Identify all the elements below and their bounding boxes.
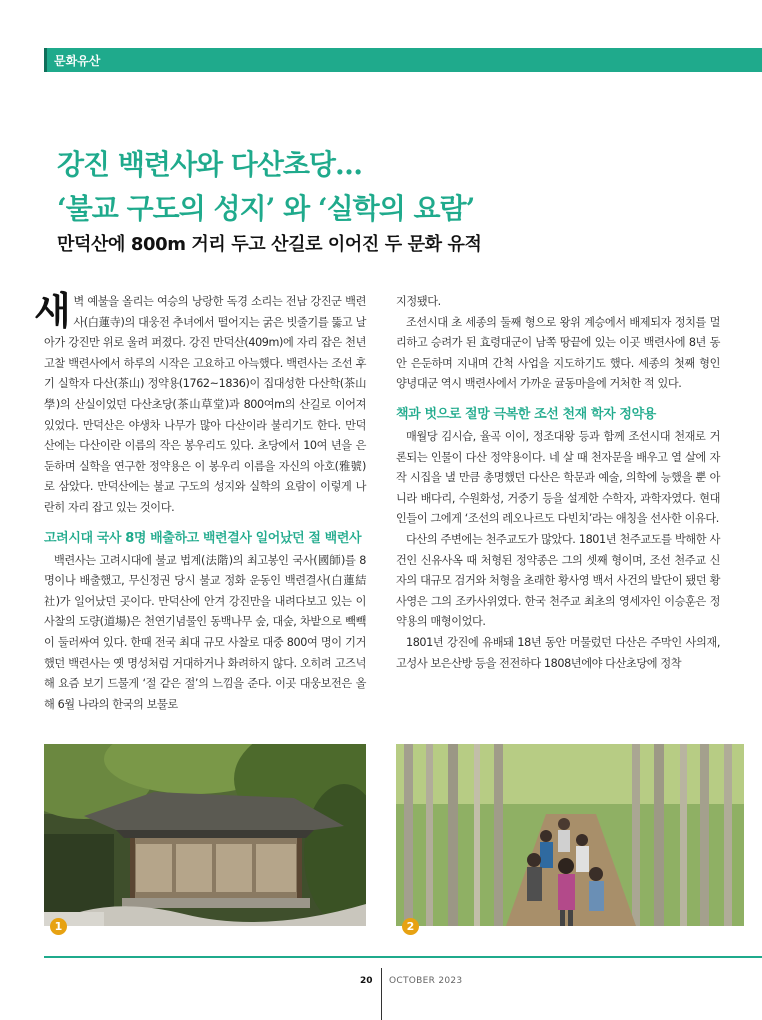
- section-bar: [44, 48, 762, 72]
- footer-divider: [381, 968, 382, 1020]
- article-column-left: [34, 289, 366, 715]
- article-column-right: [396, 292, 720, 674]
- footer-rule: [44, 956, 762, 958]
- temple-hall-illustration: [44, 744, 366, 926]
- section-bar-accent: [44, 48, 47, 72]
- paragraph-exile: 1801년 강진에 유배돼 18년 동안 머물렀던 다산은 주막인 사의재, 고성사 보은산방 등을 전전하다 1808년에야 다산초당에 정착: [396, 635, 720, 670]
- paragraph-genius: 매월당 김시습, 율곡 이이, 정조대왕 등과 함께 조선시대 천재로 거론되는 인물이 다산 정약용이다. 네 살 때 천자문을 배우고 열 살에 자작 시집을 낼 만큼 총명했던 다산은 학문과 예술, 의학에 능했을 뿐 아니라 배다리, 수원화성, 거중기 등을 설계한 수학자, 과학자였다. 현대인들이 그에게 ‘조선의 레오나르도 다빈치’라는 애칭을 선사한 이유다.: [396, 429, 720, 526]
- intro-paragraph: [34, 289, 366, 519]
- photo-forest-hikers: [396, 744, 744, 926]
- headline: [57, 143, 717, 231]
- section-label: 문화유산: [54, 54, 101, 68]
- section-heading-jeong-yakyong: 책과 벗으로 절망 극복한 조선 천재 학자 정약용: [396, 406, 656, 422]
- paragraph-continued: 지정됐다.: [396, 295, 441, 308]
- issue-date: OCTOBER 2023: [389, 976, 463, 986]
- dropcap: 새: [34, 289, 71, 333]
- photo-number-badge-1: 1: [50, 918, 67, 935]
- paragraph-catholics: 다산의 주변에는 천주교도가 많았다. 1801년 천주교도를 박해한 사건인 신유사옥 때 처형된 정약종은 그의 셋째 형이며, 조선 천주교 신자의 대규모 검거와 처형을 초래한 황사영 백서 사건의 발단이 됐던 황사영은 그의 조카사위였다. 한국 천주교 최초의 영세자인 이승훈은 정약용의 매형이었다.: [396, 532, 720, 629]
- photo-temple-hall: [44, 744, 366, 926]
- headline-line-2: ‘불교 구도의 성지’ 와 ‘실학의 요람’: [57, 192, 475, 225]
- headline-line-1: 강진 백련사와 다산초당…: [57, 148, 362, 181]
- section-heading-baekryeonsa: 고려시대 국사 8명 배출하고 백련결사 일어났던 절 백련사: [44, 530, 362, 546]
- forest-hikers-illustration: [396, 744, 744, 926]
- intro-text: 벽 예불을 올리는 여승의 낭랑한 독경 소리는 전남 강진군 백련사(白蓮寺)의 대웅전 추녀에서 떨어지는 굵은 빗줄기를 뚫고 날아가 강진만 위로 울려 퍼졌다. 강진 만덕산(409m)에 자리 잡은 천년고찰 백련사에서 하루의 시작은 고요하고 아늑했다. 백련사는 조선 후기 실학자 다산(茶山) 정약용(1762~1836)이 집대성한 다산학(茶山學)의 산실이었던 다산초당(茶山草堂)과 800여m의 산길로 이어져 있었다. 만덕산은 야생차 나무가 많아 다산이라 불리기도 한다. 만덕산에는 다산이란 이름의 작은 봉우리도 있다. 초당에서 10여 년을 은둔하며 실학을 연구한 정약용은 이 봉우리 이름을 자신의 아호(雅號)로 삼았다. 만덕산에는 불교 구도의 성지와 실학의 요람이 이렇게 나란히 자리 잡고 있는 것이다.: [44, 295, 366, 514]
- page-number: 20: [360, 976, 373, 986]
- paragraph-baekryeonsa: 백련사는 고려시대에 불교 법계(法階)의 최고봉인 국사(國師)를 8명이나 배출했고, 무신정권 당시 불교 정화 운동인 백련결사(白蓮結社)가 일어났던 곳이다. 만덕산에 안겨 강진만을 내려다보고 있는 이 사찰의 도량(道場)은 천연기념물인 동백나무 숲, 대숲, 차밭으로 빽빽이 둘러싸여 있다. 한때 전국 최대 규모 사찰로 대중 800여 명이 기거했던 백련사는 옛 명성처럼 거대하거나 화려하지 않다. 오히려 고즈넉해 요즘 보기 드물게 ‘절 같은 절’의 느낌을 준다. 이곳 대웅보전은 올해 6월 나라의 한국의 보물로: [44, 553, 366, 711]
- photo-number-badge-2: 2: [402, 918, 419, 935]
- paragraph-hyoryeong: 조선시대 초 세종의 둘째 형으로 왕위 계승에서 배제되자 정치를 멀리하고 승려가 된 효령대군이 남쪽 땅끝에 있는 이곳 백련사에 8년 동안 은둔하며 지내며 간척 사업을 지도하기도 했다. 세종의 첫째 형인 양녕대군 역시 백련사에서 가까운 귤동마을에 거처한 적 있다.: [396, 315, 720, 391]
- subtitle: 만덕산에 800m 거리 두고 산길로 이어진 두 문화 유적: [57, 234, 482, 255]
